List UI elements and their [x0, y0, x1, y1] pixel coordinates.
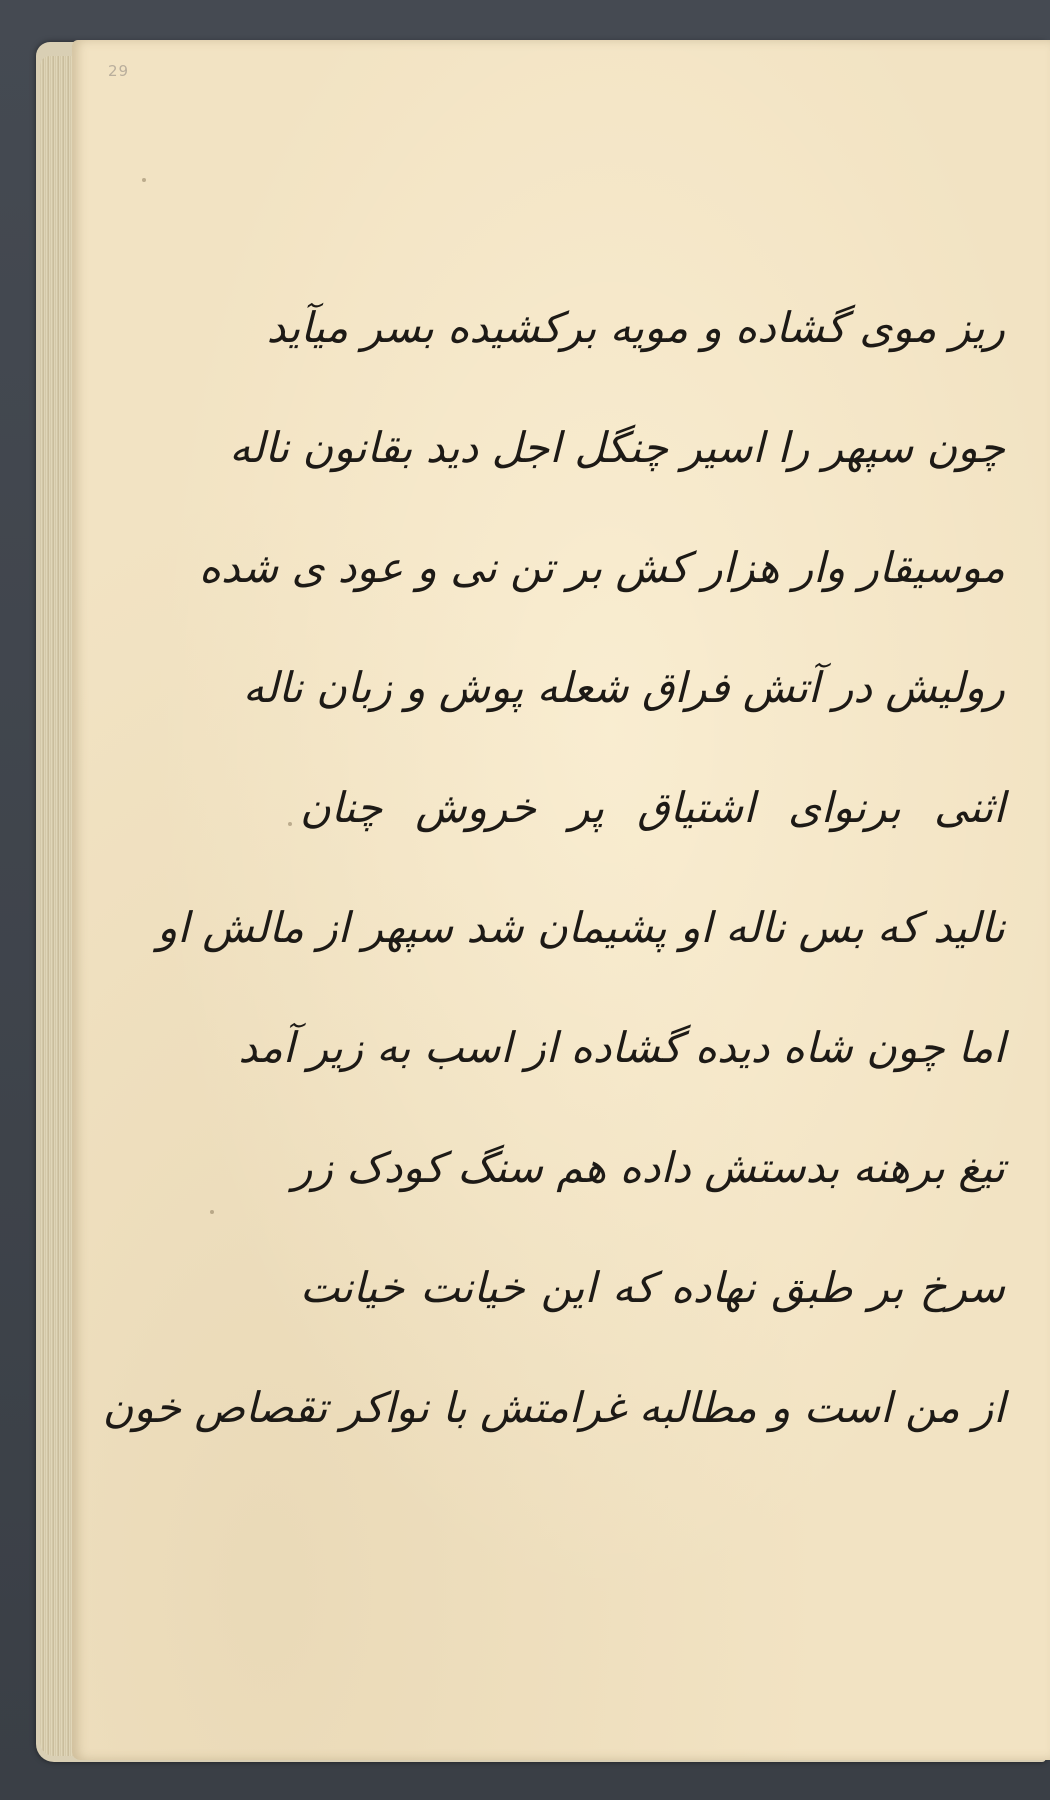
manuscript-text	[102, 268, 1005, 1468]
text-line-3: موسیقار وار هزار کش بر تن نی و عود ی شده	[198, 543, 1005, 592]
text-line-8: تیغ برهنه بدستش داده هم سنگ کودک زر	[292, 1143, 1005, 1192]
paper-speck	[288, 822, 292, 826]
page-edges	[40, 56, 76, 1756]
folio-number: 29	[108, 62, 130, 80]
text-line-4: رولیش در آتش فراق شعله پوش و زبان ناله	[242, 663, 1005, 712]
text-line-9: سرخ بر طبق نهاده که این خیانت خیانت	[300, 1263, 1005, 1312]
text-line-6: نالید که بس ناله او پشیمان شد سپهر از مالش او	[157, 903, 1005, 952]
text-line-7: اما چون شاه دیده گشاده از اسب به زیر آمد	[238, 1023, 1005, 1072]
paper-speck	[142, 178, 146, 182]
text-line-2: چون سپهر را اسیر چنگل اجل دید بقانون ناله	[229, 423, 1005, 472]
text-line-1: ریز موی گشاده و مویه برکشیده بسر میآید	[266, 303, 1005, 352]
text-line-10: از من است و مطالبه غرامتش با نواکر تقصاص خون	[102, 1383, 1005, 1432]
text-line-5: اثنی برنوای اشتیاق پر خروش چنان	[300, 783, 1005, 832]
paper-speck	[210, 1210, 214, 1214]
